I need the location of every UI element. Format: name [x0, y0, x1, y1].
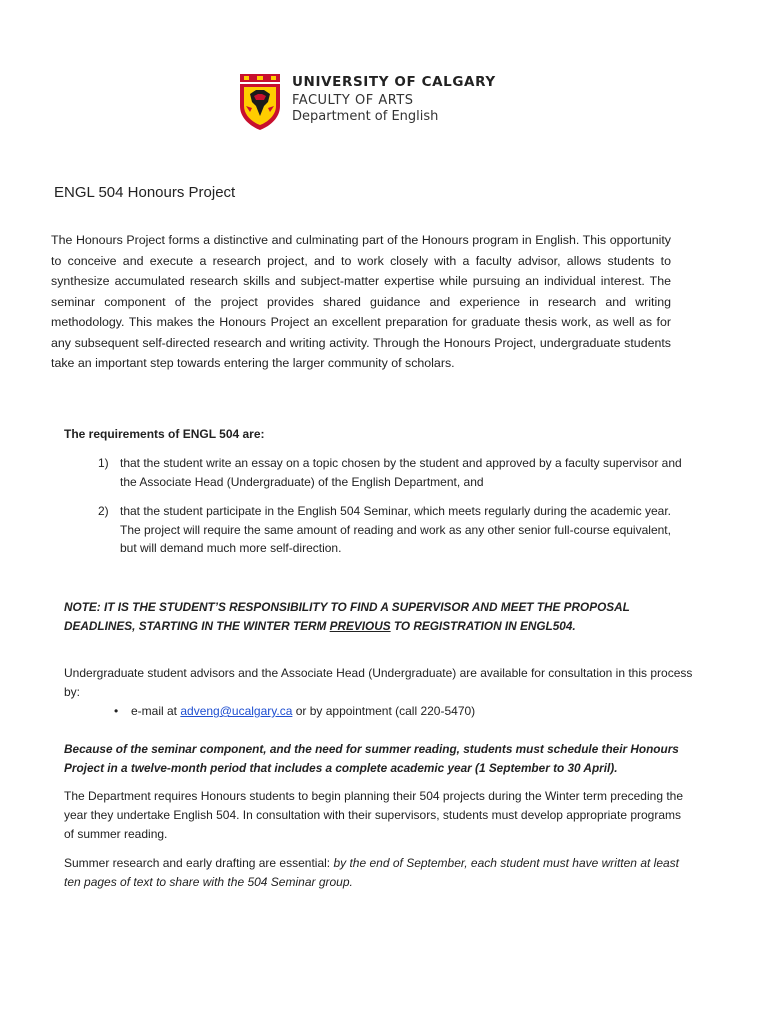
summer-emphasis: by the end of September, each student must have written at least ten pages of text to share with the 504 Seminar group.: [64, 856, 680, 889]
list-item: [64, 502, 684, 558]
intro-paragraph: The Honours Project forms a distinctive and culminating part of the Honours program in English. This opportunity to conceive and execute a research project, and to work closely with a faculty advisor, allows students to synthesize accumulated research skills and subject-matter expertise while pursuing an individual interest. The seminar component of the project provides shared guidance and experience in research and writing methodology. This makes the Honours Project an excellent preparation for graduate thesis work, as well as for any subsequent self-directed research and writing activity. Through the Honours Project, undergraduate students take an important step towards entering the larger community of scholars.: [51, 233, 671, 370]
crest-icon: [238, 72, 282, 132]
requirements-heading: The requirements of ENGL 504 are:: [64, 427, 265, 441]
contact-text: [131, 702, 475, 721]
note-text-end: TO REGISTRATION IN ENGL504.: [390, 619, 576, 633]
logo-text: [292, 76, 496, 123]
page-title: ENGL 504 Honours Project: [54, 184, 236, 201]
list-number: 2): [98, 504, 109, 518]
faculty-name: FACULTY OF ARTS: [292, 92, 414, 108]
bullet-icon: •: [114, 704, 119, 718]
seminar-note: Because of the seminar component, and the need for summer reading, students must schedule their Honours Project in a twelve-month period that includes a complete academic year (1 September to 30 April).: [64, 742, 679, 775]
planning-paragraph: The Department requires Honours students to begin planning their 504 projects during the Winter term preceding the year they undertake English 504. In consultation with their supervisors, students must develop appropriate programs of summer reading.: [64, 789, 684, 841]
note-text-start: NOTE: IT IS THE STUDENT’S RESPONSIBILITY TO FIND A SUPERVISOR AND MEET THE PROPOSAL DEADLINES, STARTING IN THE WINTER TERM: [64, 600, 630, 633]
university-name: UNIVERSITY OF CALGARY: [292, 74, 496, 90]
list-item: [64, 454, 684, 491]
contact-suffix: or by appointment (call 220-5470): [292, 704, 476, 718]
email-link[interactable]: adveng@ucalgary.ca: [180, 704, 293, 718]
summer-paragraph: [64, 854, 694, 892]
list-item-text: that the student participate in the English 504 Seminar, which meets regularly during the academic year. The project will require the same amount of reading and work as any other senior full-course equivalent, but will demand much more self-direction.: [120, 504, 671, 555]
university-logo: [238, 70, 538, 140]
department-name: Department of English: [292, 108, 439, 124]
requirements-list: [64, 454, 684, 569]
list-item-text: that the student write an essay on a topic chosen by the student and approved by a faculty supervisor and the Associate Head (Undergraduate) of the English Department, and: [120, 456, 682, 489]
advisors-paragraph: Undergraduate student advisors and the Associate Head (Undergraduate) are available for consultation in this process by:: [64, 666, 693, 699]
note-underlined: PREVIOUS: [329, 619, 391, 633]
summer-lead: Summer research and early drafting are essential:: [64, 856, 334, 870]
responsibility-note: [64, 598, 694, 636]
contact-prefix: e-mail at: [131, 704, 181, 718]
list-number: 1): [98, 456, 109, 470]
